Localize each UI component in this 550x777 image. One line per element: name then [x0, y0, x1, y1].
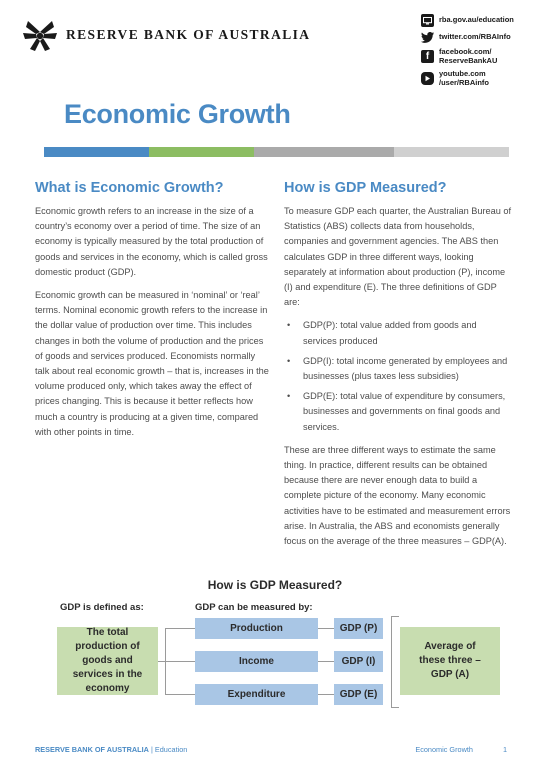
social-link-label: facebook.com/ ReserveBankAU: [439, 47, 498, 65]
youtube-icon: [421, 72, 434, 85]
bracket-line: [391, 616, 399, 617]
facebook-icon: f: [421, 50, 434, 63]
footer-doc: Economic Growth 1: [415, 745, 507, 754]
list-item: • GDP(I): total income generated by employees and businesses (plus taxes less subsidies): [284, 354, 512, 384]
section-heading: What is Economic Growth?: [35, 180, 224, 196]
connector-line: [318, 628, 334, 629]
bracket-line: [391, 616, 392, 708]
color-bar-segment: [254, 147, 394, 157]
right-column: [284, 180, 512, 557]
method-box-income: Income: [195, 651, 318, 672]
diagram-label-defined: GDP is defined as:: [60, 602, 144, 613]
color-bar-segment: [394, 147, 509, 157]
connector-line: [318, 694, 334, 695]
paragraph: Economic growth can be measured in ‘nominal’ or ‘real’ terms. Nominal economic growth refers to the increase in the dollar value of production over time. This includes changes in both the volume of production and the prices of goods and services produced. Economists normally talk about real economic growth – that is, increases in the volume produced only, which takes away the effect of prices changing. This is because it better reflects how much a country is producing at a given time, compared with other points in time.: [35, 290, 269, 437]
connector-line: [318, 661, 334, 662]
list-item: • GDP(E): total value of expenditure by consumers, businesses and governments on final goods and services.: [284, 389, 512, 435]
method-code-expenditure: GDP (E): [334, 684, 383, 705]
method-code-income: GDP (I): [334, 651, 383, 672]
gdp-definition-box: The total production of goods and services in the economy: [57, 627, 158, 695]
paragraph: To measure GDP each quarter, the Australian Bureau of Statistics (ABS) collects data from households, companies and government agencies. The ABS then calculates GDP in three different ways, looking separately at information about production (P), income (I) and expenditure (E). The three definitions of GDP are:: [284, 206, 512, 308]
color-bar-segment: [149, 147, 254, 157]
footer-org: RESERVE BANK OF AUSTRALIA | Education: [35, 745, 188, 754]
left-column: [35, 180, 269, 448]
gdp-average-box: Average of these three – GDP (A): [400, 627, 500, 695]
social-link-website[interactable]: [421, 14, 541, 27]
color-bar-segment: [44, 147, 149, 157]
gdp-diagram: [35, 578, 515, 738]
social-links: [421, 14, 541, 91]
diagram-label-measured: GDP can be measured by:: [195, 602, 313, 613]
section-heading: How is GDP Measured?: [284, 180, 447, 196]
paragraph: Economic growth refers to an increase in the size of a country’s economy over a period of time. The size of an economy is typically measured by the total production of goods and services in the economy, which is called gross domestic product (GDP).: [35, 206, 268, 277]
rba-logo-icon: [22, 18, 58, 54]
page-header: [0, 0, 550, 150]
color-bar: [44, 147, 509, 157]
social-link-label: twitter.com/RBAInfo: [439, 32, 511, 42]
diagram-title: How is GDP Measured?: [207, 578, 343, 592]
social-link-twitter[interactable]: [421, 31, 541, 44]
social-link-label: rba.gov.au/education: [439, 15, 514, 25]
bracket-line: [391, 707, 399, 708]
twitter-icon: [421, 31, 434, 44]
computer-icon: [421, 14, 434, 27]
page-title: Economic Growth: [64, 99, 291, 129]
social-link-facebook[interactable]: [421, 48, 541, 66]
social-link-youtube[interactable]: [421, 70, 541, 88]
connector-line: [158, 661, 195, 662]
page-number: 1: [502, 745, 507, 754]
connector-line: [165, 628, 195, 629]
paragraph: These are three different ways to estimate the same thing. In practice, different results can be obtained because there are never enough data to build a complete picture of the economy. Many economic activities have to be estimated and measurement errors arise. In Australia, the ABS and economists generally focus on the average of the three measures – GDP(A).: [284, 444, 511, 547]
method-box-production: Production: [195, 618, 318, 639]
bullet-list: [284, 318, 512, 434]
bank-name: RESERVE BANK OF AUSTRALIA: [66, 27, 311, 42]
method-box-expenditure: Expenditure: [195, 684, 318, 705]
connector-line: [165, 694, 195, 695]
social-link-label: youtube.com /user/RBAinfo: [439, 68, 490, 87]
method-code-production: GDP (P): [334, 618, 383, 639]
list-item: • GDP(P): total value added from goods and services produced: [284, 318, 512, 348]
